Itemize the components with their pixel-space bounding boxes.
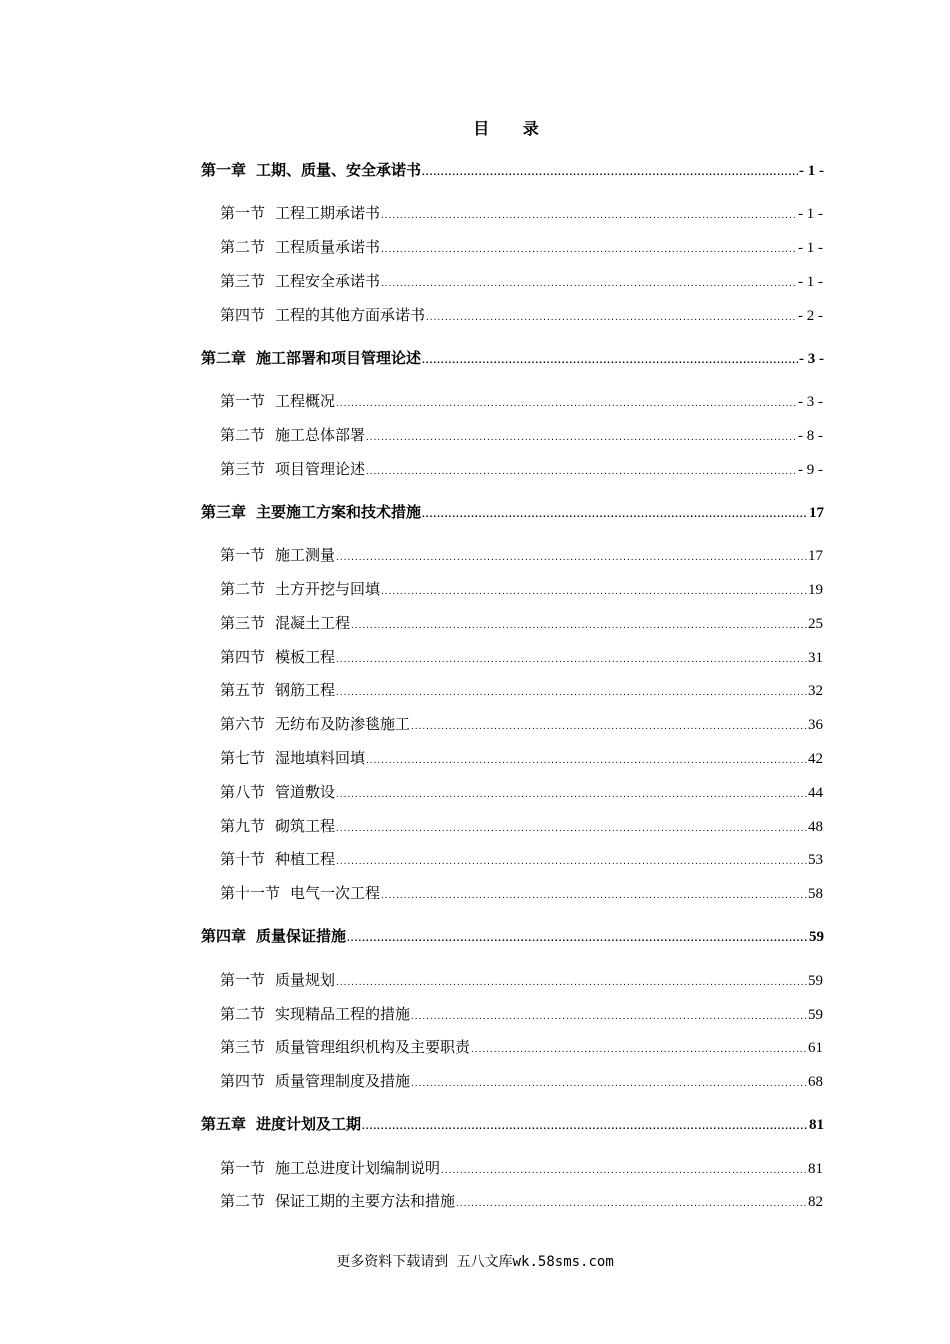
toc-dot-leader xyxy=(422,504,808,526)
toc-page-number: - 3 - xyxy=(798,394,823,410)
toc-page-number: - 1 - xyxy=(798,274,823,290)
toc-entry-number: 第二节 xyxy=(220,580,266,598)
toc-entry-number: 第四节 xyxy=(220,648,266,666)
toc-section-entry[interactable] xyxy=(220,713,823,735)
toc-entry-title: 质量保证措施 xyxy=(256,927,347,945)
toc-entry-number: 第二节 xyxy=(220,1192,266,1210)
toc-page-number: - 1 - xyxy=(798,206,823,222)
toc-dot-leader xyxy=(456,1193,807,1215)
toc-entry-number: 第八节 xyxy=(220,783,266,801)
toc-dot-leader xyxy=(381,205,797,227)
toc-page-number: 44 xyxy=(808,785,823,801)
toc-entry-title: 项目管理论述 xyxy=(275,460,366,478)
toc-entry-title: 主要施工方案和技术措施 xyxy=(256,503,422,521)
toc-entry-number: 第三节 xyxy=(220,614,266,632)
toc-entry-title: 质量规划 xyxy=(275,971,336,989)
toc-entry-number: 第九节 xyxy=(220,817,266,835)
toc-chapter-entry[interactable] xyxy=(201,347,824,369)
toc-dot-leader xyxy=(336,649,807,671)
toc-dot-leader xyxy=(336,393,797,415)
toc-entry-title: 施工总体部署 xyxy=(275,426,366,444)
toc-entry-title: 质量管理组织机构及主要职责 xyxy=(275,1038,471,1056)
toc-entry-title: 工期、质量、安全承诺书 xyxy=(256,161,422,179)
toc-entry-title: 工程工期承诺书 xyxy=(275,204,381,222)
toc-page-number: 17 xyxy=(809,505,824,521)
toc-entry-title: 电气一次工程 xyxy=(290,884,381,902)
toc-dot-leader xyxy=(336,547,807,569)
toc-entry-title: 模板工程 xyxy=(275,648,336,666)
toc-section-entry[interactable] xyxy=(220,815,823,837)
toc-section-entry[interactable] xyxy=(220,390,823,412)
toc-page-number: 31 xyxy=(808,650,823,666)
toc-section-entry[interactable] xyxy=(220,969,823,991)
toc-section-entry[interactable] xyxy=(220,1157,823,1179)
toc-chapter-entry[interactable] xyxy=(201,1113,824,1135)
toc-entry-number: 第一节 xyxy=(220,204,266,222)
toc-entry-number: 第一节 xyxy=(220,546,266,564)
toc-dot-leader xyxy=(336,972,807,994)
toc-entry-title: 无纺布及防渗毯施工 xyxy=(275,715,411,733)
toc-entry-title: 种植工程 xyxy=(275,850,336,868)
toc-dot-leader xyxy=(381,581,807,603)
toc-section-entry[interactable] xyxy=(220,458,823,480)
toc-dot-leader xyxy=(422,162,798,184)
toc-entry-number: 第三章 xyxy=(201,503,247,521)
toc-entry-title: 施工总进度计划编制说明 xyxy=(275,1159,441,1177)
toc-dot-leader xyxy=(471,1039,807,1061)
toc-entry-number: 第一节 xyxy=(220,1159,266,1177)
toc-page-number: - 1 - xyxy=(798,240,823,256)
toc-section-entry[interactable] xyxy=(220,612,823,634)
toc-page-number: - 1 - xyxy=(799,163,824,179)
toc-section-entry[interactable] xyxy=(220,1070,823,1092)
toc-dot-leader xyxy=(381,273,797,295)
toc-page-number: 42 xyxy=(808,751,823,767)
toc-entry-number: 第四章 xyxy=(201,927,247,945)
toc-entry-title: 工程的其他方面承诺书 xyxy=(275,306,426,324)
toc-entry-title: 质量管理制度及措施 xyxy=(275,1072,411,1090)
toc-section-entry[interactable] xyxy=(220,1190,823,1212)
toc-entry-number: 第五章 xyxy=(201,1115,247,1133)
toc-dot-leader xyxy=(422,350,798,372)
toc-page-number: 68 xyxy=(808,1074,823,1090)
toc-page-number: 61 xyxy=(808,1040,823,1056)
toc-entry-title: 土方开挖与回填 xyxy=(275,580,381,598)
toc-page-number: 48 xyxy=(808,819,823,835)
toc-entry-number: 第七节 xyxy=(220,749,266,767)
toc-dot-leader xyxy=(366,427,797,449)
toc-chapter-entry[interactable] xyxy=(201,501,824,523)
toc-entry-title: 施工部署和项目管理论述 xyxy=(256,349,422,367)
toc-entry-number: 第一节 xyxy=(220,971,266,989)
toc-page-number: - 2 - xyxy=(798,308,823,324)
toc-page-number: 36 xyxy=(808,717,823,733)
toc-entry-number: 第二节 xyxy=(220,238,266,256)
toc-chapter-entry[interactable] xyxy=(201,159,824,181)
toc-dot-leader xyxy=(411,716,807,738)
toc-page-number: 25 xyxy=(808,616,823,632)
toc-page-number: 82 xyxy=(808,1194,823,1210)
toc-entry-number: 第二章 xyxy=(201,349,247,367)
toc-section-entry[interactable] xyxy=(220,424,823,446)
toc-dot-leader xyxy=(347,928,808,950)
toc-entry-number: 第三节 xyxy=(220,460,266,478)
toc-entry-title: 保证工期的主要方法和措施 xyxy=(275,1192,456,1210)
toc-dot-leader xyxy=(362,1116,808,1138)
toc-entry-number: 第二节 xyxy=(220,426,266,444)
toc-entry-title: 砌筑工程 xyxy=(275,817,336,835)
toc-entry-title: 施工测量 xyxy=(275,546,336,564)
toc-entry-title: 管道敷设 xyxy=(275,783,336,801)
toc-section-entry[interactable] xyxy=(220,781,823,803)
toc-entry-title: 实现精品工程的措施 xyxy=(275,1005,411,1023)
toc-entry-number: 第一章 xyxy=(201,161,247,179)
toc-section-entry[interactable] xyxy=(220,304,823,326)
toc-dot-leader xyxy=(381,239,797,261)
toc-page-number: 53 xyxy=(808,852,823,868)
toc-dot-leader xyxy=(381,885,807,907)
toc-page-number: 59 xyxy=(809,929,824,945)
toc-page-number: 19 xyxy=(808,582,823,598)
toc-entry-number: 第一节 xyxy=(220,392,266,410)
toc-dot-leader xyxy=(366,461,797,483)
toc-entry-title: 钢筋工程 xyxy=(275,681,336,699)
toc-page-number: 59 xyxy=(808,1007,823,1023)
toc-entry-number: 第三节 xyxy=(220,1038,266,1056)
toc-entry-number: 第五节 xyxy=(220,681,266,699)
toc-page-number: 32 xyxy=(808,683,823,699)
toc-entry-number: 第三节 xyxy=(220,272,266,290)
toc-section-entry[interactable] xyxy=(220,848,823,870)
toc-entry-title: 湿地填料回填 xyxy=(275,749,366,767)
toc-dot-leader xyxy=(366,750,807,772)
toc-entry-number: 第二节 xyxy=(220,1005,266,1023)
toc-entry-title: 工程安全承诺书 xyxy=(275,272,381,290)
toc-section-entry[interactable] xyxy=(220,544,823,566)
toc-dot-leader xyxy=(411,1006,807,1028)
page-title: 目 录 xyxy=(473,119,553,138)
toc-dot-leader xyxy=(441,1160,807,1182)
toc-entry-title: 工程质量承诺书 xyxy=(275,238,381,256)
footer-text: 更多资料下载请到 五八文库wk.58sms.com xyxy=(336,1254,614,1270)
toc-entry-number: 第四节 xyxy=(220,306,266,324)
toc-dot-leader xyxy=(411,1073,807,1095)
toc-dot-leader xyxy=(426,307,797,329)
toc-page-number: 81 xyxy=(809,1117,824,1133)
toc-section-entry[interactable] xyxy=(220,202,823,224)
toc-section-entry[interactable] xyxy=(220,270,823,292)
toc-section-entry[interactable] xyxy=(220,679,823,701)
toc-page-number: 58 xyxy=(808,886,823,902)
toc-page-number: 59 xyxy=(808,973,823,989)
toc-entry-title: 混凝土工程 xyxy=(275,614,351,632)
toc-dot-leader xyxy=(336,851,807,873)
toc-dot-leader xyxy=(351,615,807,637)
toc-page-number: - 3 - xyxy=(799,351,824,367)
toc-section-entry[interactable] xyxy=(220,646,823,668)
toc-section-entry[interactable] xyxy=(220,578,823,600)
toc-page-number: 17 xyxy=(808,548,823,564)
toc-section-entry[interactable] xyxy=(220,882,823,904)
toc-section-entry[interactable] xyxy=(220,1003,823,1025)
toc-section-entry[interactable] xyxy=(220,236,823,258)
toc-page-number: - 8 - xyxy=(798,428,823,444)
toc-section-entry[interactable] xyxy=(220,747,823,769)
toc-dot-leader xyxy=(336,682,807,704)
toc-dot-leader xyxy=(336,784,807,806)
toc-dot-leader xyxy=(336,818,807,840)
toc-entry-number: 第十一节 xyxy=(220,884,281,902)
toc-section-entry[interactable] xyxy=(220,1036,823,1058)
toc-chapter-entry[interactable] xyxy=(201,925,824,947)
toc-entry-number: 第十节 xyxy=(220,850,266,868)
toc-entry-title: 进度计划及工期 xyxy=(256,1115,362,1133)
toc-entry-number: 第四节 xyxy=(220,1072,266,1090)
toc-entry-title: 工程概况 xyxy=(275,392,336,410)
toc-page-number: 81 xyxy=(808,1161,823,1177)
toc-entry-number: 第六节 xyxy=(220,715,266,733)
toc-page-number: - 9 - xyxy=(798,462,823,478)
